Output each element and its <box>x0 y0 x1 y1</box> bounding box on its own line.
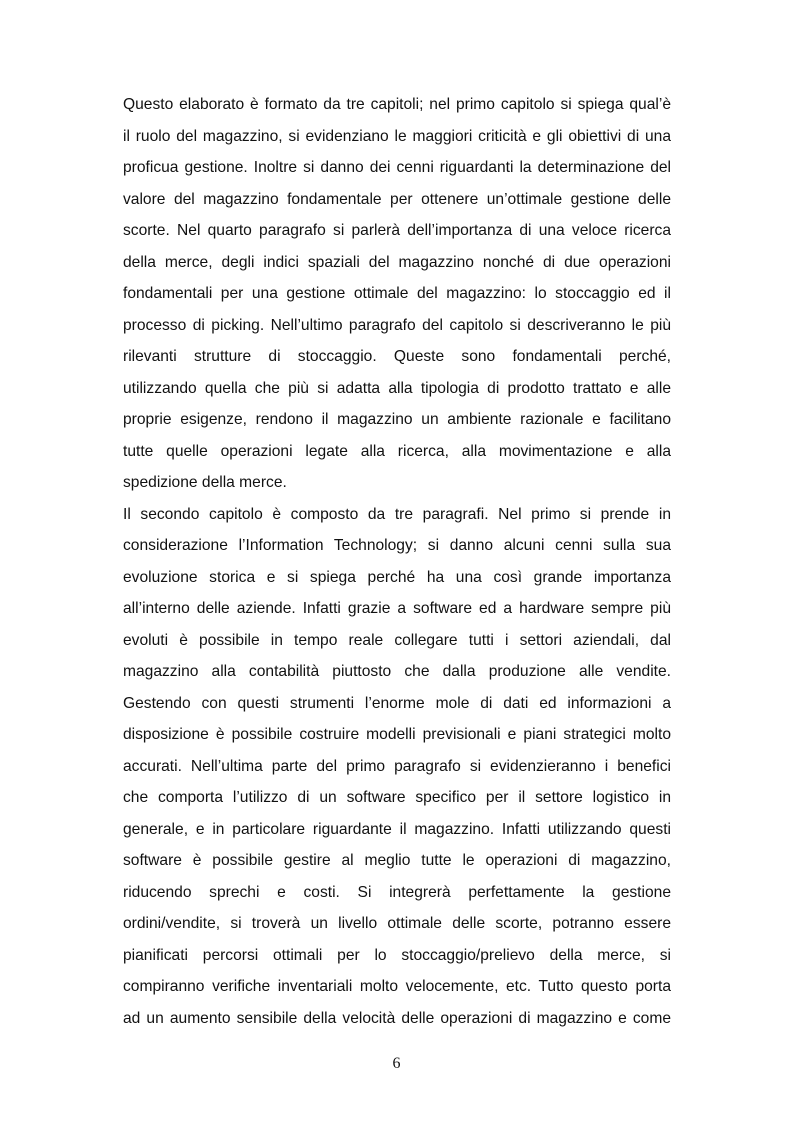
text-line: accurati. Nell’ultima parte del primo paragrafo si evidenzieranno i benefici <box>123 757 671 775</box>
text-line: Gestendo con questi strumenti l’enorme mole di dati ed informazioni a <box>123 694 671 712</box>
text-line: all’interno delle aziende. Infatti grazie a software ed a hardware sempre più <box>123 600 671 617</box>
text-line: generale, e in particolare riguardante il magazzino. Infatti utilizzando questi <box>123 820 671 838</box>
text-line: considerazione l’Information Technology; si danno alcuni cenni sulla sua <box>123 537 671 554</box>
paragraph-1 <box>123 89 671 499</box>
text-line: della merce, degli indici spaziali del magazzino nonché di due operazioni <box>123 253 671 271</box>
text-line: software è possibile gestire al meglio tutte le operazioni di magazzino, <box>123 852 671 869</box>
text-line: ordini/vendite, si troverà un livello ottimale delle scorte, potranno essere <box>123 915 671 932</box>
text-line: evoluti è possibile in tempo reale collegare tutti i settori aziendali, dal <box>123 631 671 649</box>
text-line: proficua gestione. Inoltre si danno dei cenni riguardanti la determinazione del <box>123 159 671 176</box>
text-line: compiranno verifiche inventariali molto velocemente, etc. Tutto questo porta <box>123 978 671 995</box>
body-text <box>123 89 671 1034</box>
text-line: che comporta l’utilizzo di un software specifico per il settore logistico in <box>123 789 671 806</box>
text-line: scorte. Nel quarto paragrafo si parlerà dell’importanza di una veloce ricerca <box>123 222 671 239</box>
text-line: Il secondo capitolo è composto da tre paragrafi. Nel primo si prende in <box>123 505 671 523</box>
text-line: pianificati percorsi ottimali per lo stoccaggio/prelievo della merce, si <box>123 946 671 964</box>
text-line: ad un aumento sensibile della velocità delle operazioni di magazzino e come <box>123 1009 671 1027</box>
text-line: spedizione della merce. <box>123 474 287 491</box>
text-line: riducendo sprechi e costi. Si integrerà perfettamente la gestione <box>123 883 671 901</box>
text-line: tutte quelle operazioni legate alla ricerca, alla movimentazione e alla <box>123 442 671 460</box>
text-line: utilizzando quella che più si adatta alla tipologia di prodotto trattato e alle <box>123 379 671 397</box>
paragraph-2 <box>123 499 671 1035</box>
text-line: magazzino alla contabilità piuttosto che dalla produzione alle vendite. <box>123 663 671 680</box>
text-line: il ruolo del magazzino, si evidenziano le maggiori criticità e gli obiettivi di una <box>123 127 671 145</box>
text-line: valore del magazzino fondamentale per ottenere un’ottimale gestione delle <box>123 190 671 208</box>
text-line: disposizione è possibile costruire modelli previsionali e piani strategici molto <box>123 726 671 743</box>
text-line: processo di picking. Nell’ultimo paragrafo del capitolo si descriveranno le più <box>123 316 671 334</box>
text-line: rilevanti strutture di stoccaggio. Queste sono fondamentali perché, <box>123 348 671 365</box>
text-line: fondamentali per una gestione ottimale del magazzino: lo stoccaggio ed il <box>123 285 671 302</box>
text-line: Questo elaborato è formato da tre capitoli; nel primo capitolo si spiega qual’è <box>123 96 671 113</box>
text-line: proprie esigenze, rendono il magazzino un ambiente razionale e facilitano <box>123 411 671 428</box>
page-number: 6 <box>392 1055 401 1072</box>
text-line: evoluzione storica e si spiega perché ha una così grande importanza <box>123 568 671 586</box>
